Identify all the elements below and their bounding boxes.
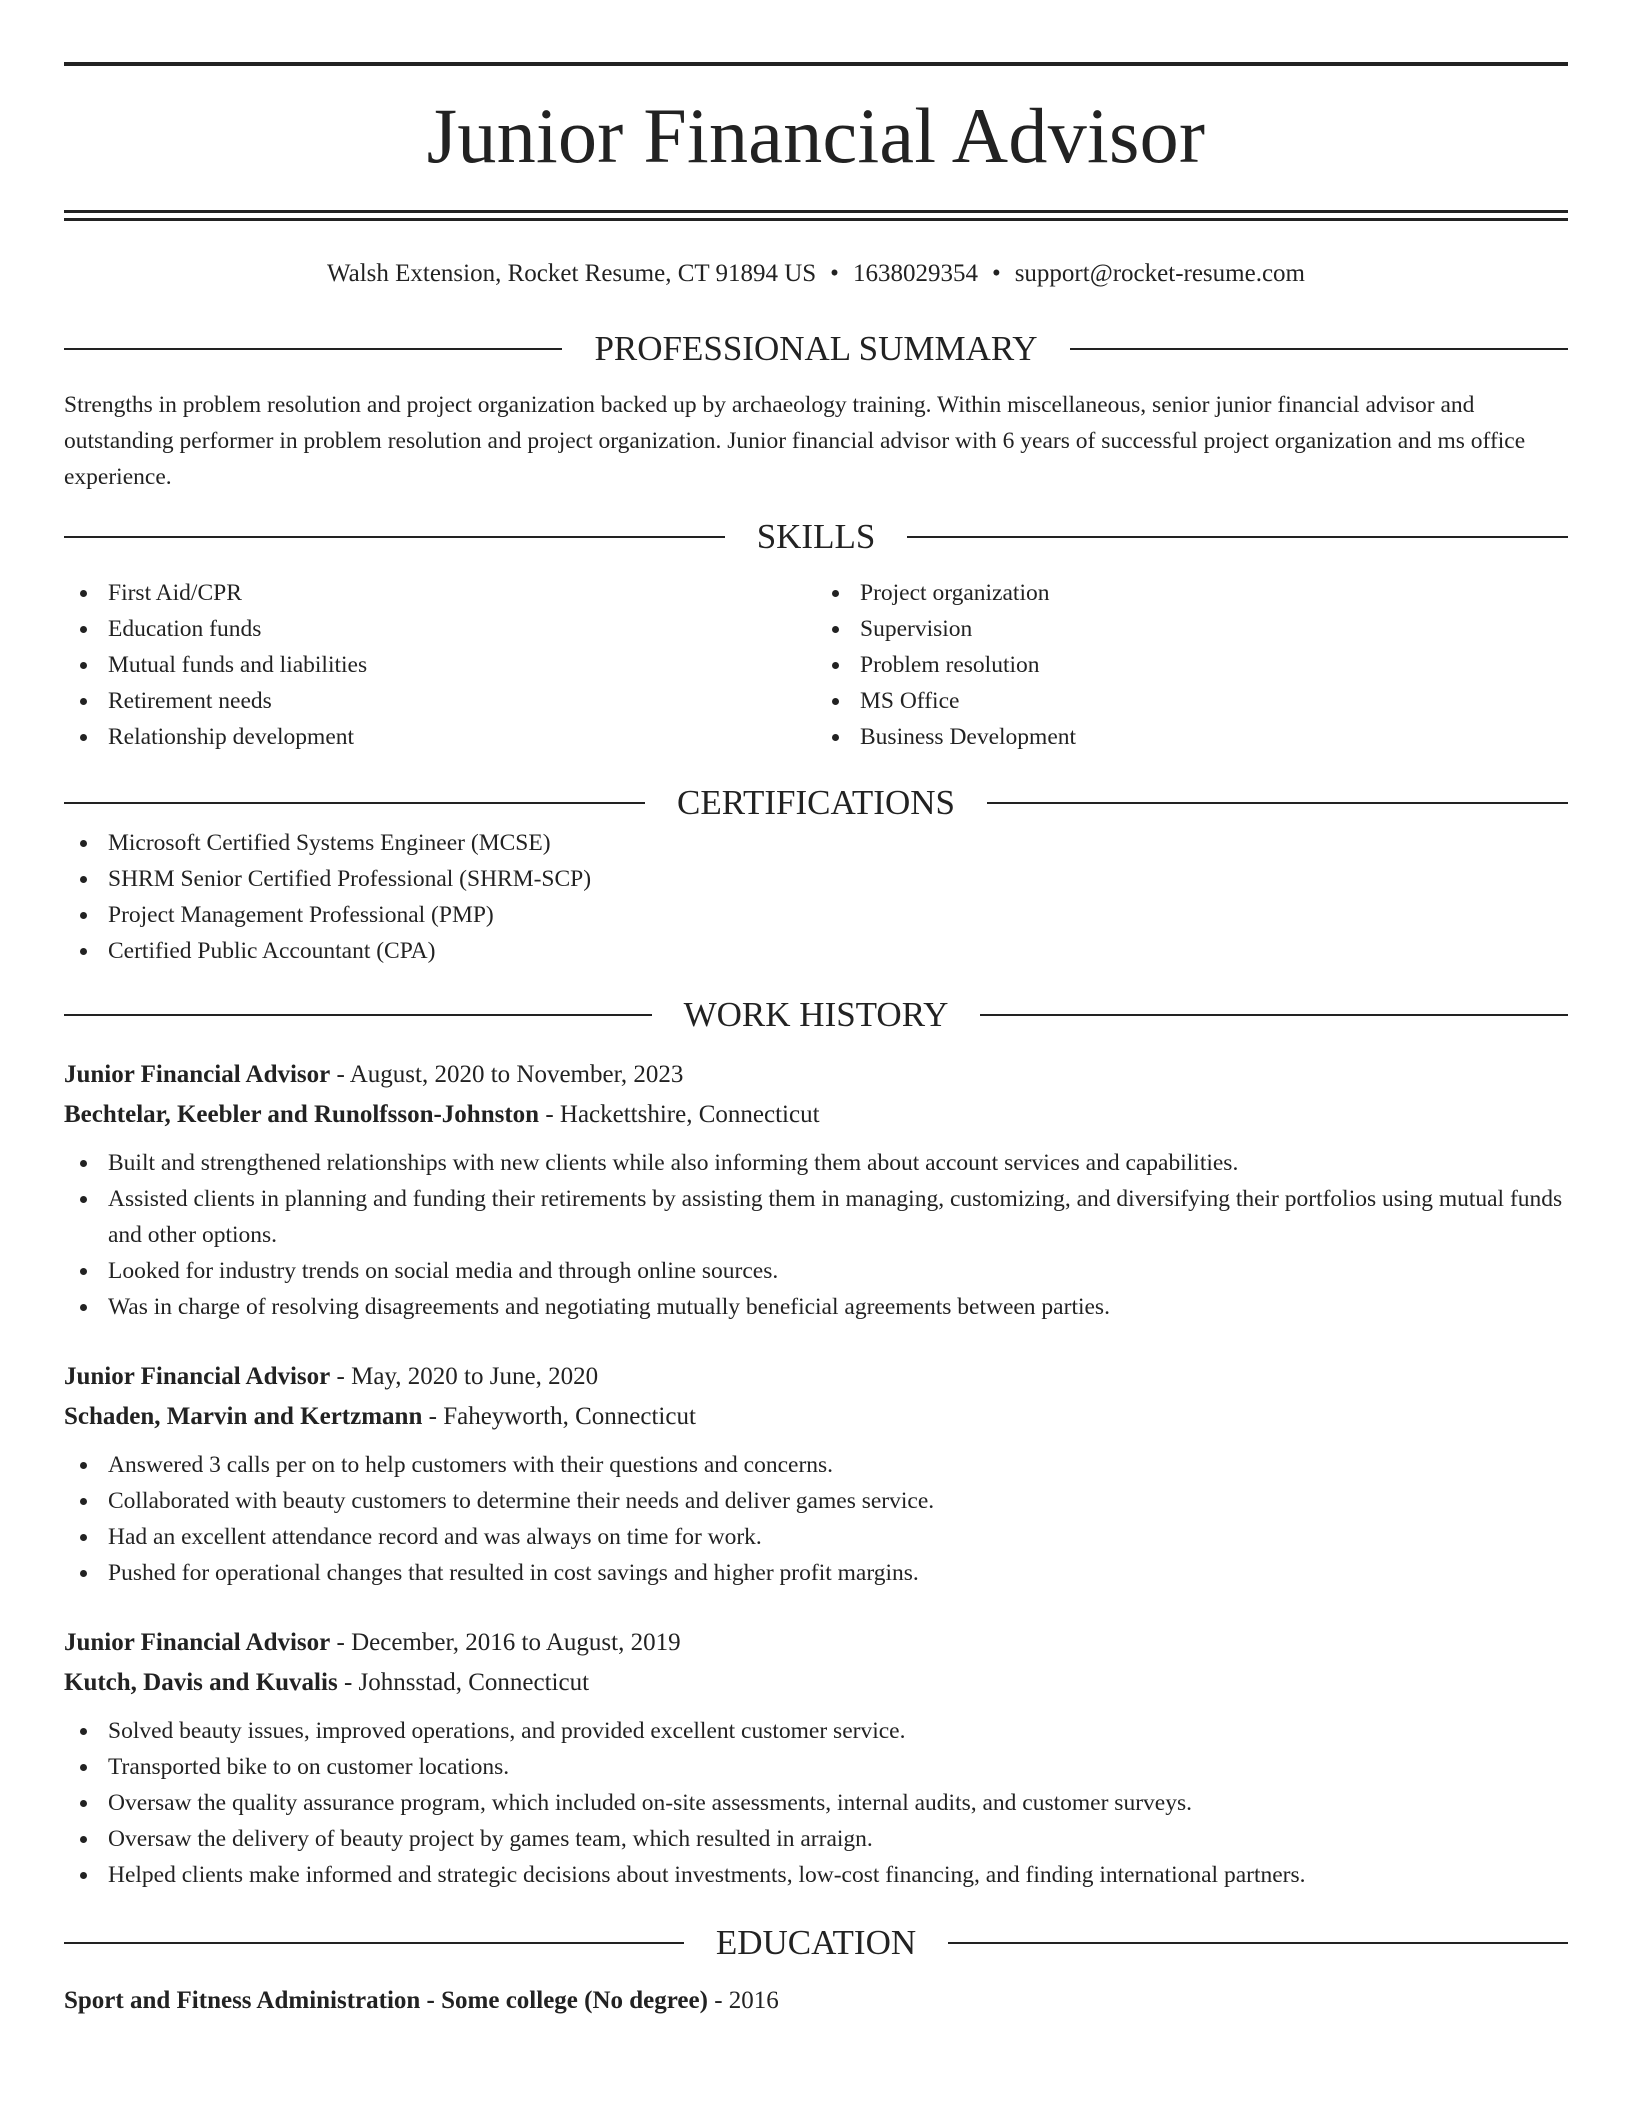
dash: - [707, 1987, 729, 2014]
skills-column-right [816, 575, 1568, 755]
skill-item: Problem resolution [816, 647, 1568, 683]
candidate-name: Junior Financial Advisor [426, 92, 1206, 179]
skill-item: Project organization [816, 575, 1568, 611]
job-company: Kutch, Davis and Kuvalis [64, 1669, 338, 1696]
header-top-rule [64, 62, 1568, 66]
dash: - [330, 1061, 350, 1088]
certifications-list [64, 825, 1568, 969]
job-dates: December, 2016 to August, 2019 [351, 1629, 681, 1656]
contact-address: Walsh Extension, Rocket Resume, CT 91894 US [327, 260, 817, 287]
section-title: PROFESSIONAL SUMMARY [594, 329, 1038, 368]
job-duty: Assisted clients in planning and funding their retirements by assisting them in managing, customizing, and diversifying their portfolios using mutual funds and other options. [64, 1181, 1568, 1253]
certification-item: SHRM Senior Certified Professional (SHRM-SCP) [64, 861, 1568, 897]
section-title: EDUCATION [715, 1923, 917, 1962]
skill-item: Business Development [816, 719, 1568, 755]
job-duty: Helped clients make informed and strategic decisions about investments, low-cost financing, and finding international partners. [64, 1857, 1568, 1893]
job-duties [64, 1713, 1568, 1893]
heading-rule [1070, 348, 1568, 350]
job-duty: Solved beauty issues, improved operations, and provided excellent customer service. [64, 1713, 1568, 1749]
education-entry [64, 1981, 1568, 2021]
job-company-line [64, 1663, 1568, 1703]
job-duties [64, 1145, 1568, 1325]
summary-text: Strengths in problem resolution and project organization backed up by archaeology training. Within miscellaneous, senior junior financial advisor and outstanding performer in problem resolution and project organization. Junior financial advisor with 6 years of successful project organization and ms office experience. [64, 392, 1526, 490]
job-duty: Oversaw the quality assurance program, which included on-site assessments, internal audits, and customer surveys. [64, 1785, 1568, 1821]
job-company: Bechtelar, Keebler and Runolfsson-Johnston [64, 1101, 540, 1128]
certification-item: Certified Public Accountant (CPA) [64, 933, 1568, 969]
skill-item: Education funds [64, 611, 816, 647]
heading-rule [64, 348, 562, 350]
skills-column-left [64, 575, 816, 755]
job-duty: Built and strengthened relationships with new clients while also informing them about account services and capabilities. [64, 1145, 1568, 1181]
heading-rule [987, 802, 1568, 804]
job-title: Junior Financial Advisor [64, 1363, 331, 1390]
job-location: Faheyworth, Connecticut [443, 1403, 696, 1430]
heading-rule [948, 1942, 1568, 1944]
skill-item: Retirement needs [64, 683, 816, 719]
certification-item: Project Management Professional (PMP) [64, 897, 1568, 933]
skill-item: MS Office [816, 683, 1568, 719]
job-dates: August, 2020 to November, 2023 [349, 1061, 684, 1088]
job-entry [64, 1357, 1568, 1591]
job-entry [64, 1623, 1568, 1893]
dash: - [330, 1363, 352, 1390]
job-title-line [64, 1357, 1568, 1397]
job-duty: Looked for industry trends on social media and through online sources. [64, 1253, 1568, 1289]
dash: - [337, 1669, 359, 1696]
contact-email: support@rocket-resume.com [1014, 260, 1305, 287]
contact-separator: • [991, 260, 1001, 287]
job-duty: Collaborated with beauty customers to determine their needs and deliver games service. [64, 1483, 1568, 1519]
heading-rule [980, 1014, 1568, 1016]
skill-item: Supervision [816, 611, 1568, 647]
section-heading-work [64, 993, 1568, 1037]
certification-item: Microsoft Certified Systems Engineer (MCSE) [64, 825, 1568, 861]
job-entry [64, 1055, 1568, 1325]
skill-item: Mutual funds and liabilities [64, 647, 816, 683]
education-year: 2016 [728, 1987, 779, 2014]
job-duties [64, 1447, 1568, 1591]
contact-phone: 1638029354 [852, 260, 978, 287]
dash: - [330, 1629, 352, 1656]
job-location: Johnsstad, Connecticut [358, 1669, 590, 1696]
section-title: SKILLS [756, 517, 876, 556]
education-degree: Sport and Fitness Administration - Some college (No degree) [64, 1987, 708, 2014]
section-heading-summary [64, 327, 1568, 371]
heading-rule [64, 1942, 684, 1944]
skills-list [64, 575, 1568, 755]
job-company-line [64, 1095, 1568, 1135]
contact-info [64, 257, 1568, 291]
section-heading-skills [64, 515, 1568, 559]
job-duty: Transported bike to on customer locations. [64, 1749, 1568, 1785]
heading-rule [64, 802, 645, 804]
job-title: Junior Financial Advisor [64, 1061, 331, 1088]
contact-separator: • [830, 260, 839, 287]
heading-rule [907, 536, 1568, 538]
section-title: WORK HISTORY [683, 995, 949, 1034]
skill-item: First Aid/CPR [64, 575, 816, 611]
job-duty: Pushed for operational changes that resulted in cost savings and higher profit margins. [64, 1555, 1568, 1591]
heading-rule [64, 1014, 652, 1016]
job-company: Schaden, Marvin and Kertzmann [64, 1403, 423, 1430]
job-dates: May, 2020 to June, 2020 [351, 1363, 599, 1390]
job-location: Hackettshire, Connecticut [559, 1101, 820, 1128]
job-duty: Had an excellent attendance record and was always on time for work. [64, 1519, 1568, 1555]
job-title-line [64, 1623, 1568, 1663]
dash: - [422, 1403, 444, 1430]
section-heading-education [64, 1921, 1568, 1965]
job-company-line [64, 1397, 1568, 1437]
header-double-rule [64, 210, 1568, 221]
skill-item: Relationship development [64, 719, 816, 755]
heading-rule [64, 536, 725, 538]
section-heading-certifications [64, 781, 1568, 825]
job-duty: Answered 3 calls per on to help customers with their questions and concerns. [64, 1447, 1568, 1483]
job-title: Junior Financial Advisor [64, 1629, 331, 1656]
job-duty: Oversaw the delivery of beauty project by games team, which resulted in arraign. [64, 1821, 1568, 1857]
dash: - [539, 1101, 560, 1128]
section-title: CERTIFICATIONS [677, 783, 955, 822]
job-title-line [64, 1055, 1568, 1095]
job-duty: Was in charge of resolving disagreements and negotiating mutually beneficial agreements between parties. [64, 1289, 1568, 1325]
